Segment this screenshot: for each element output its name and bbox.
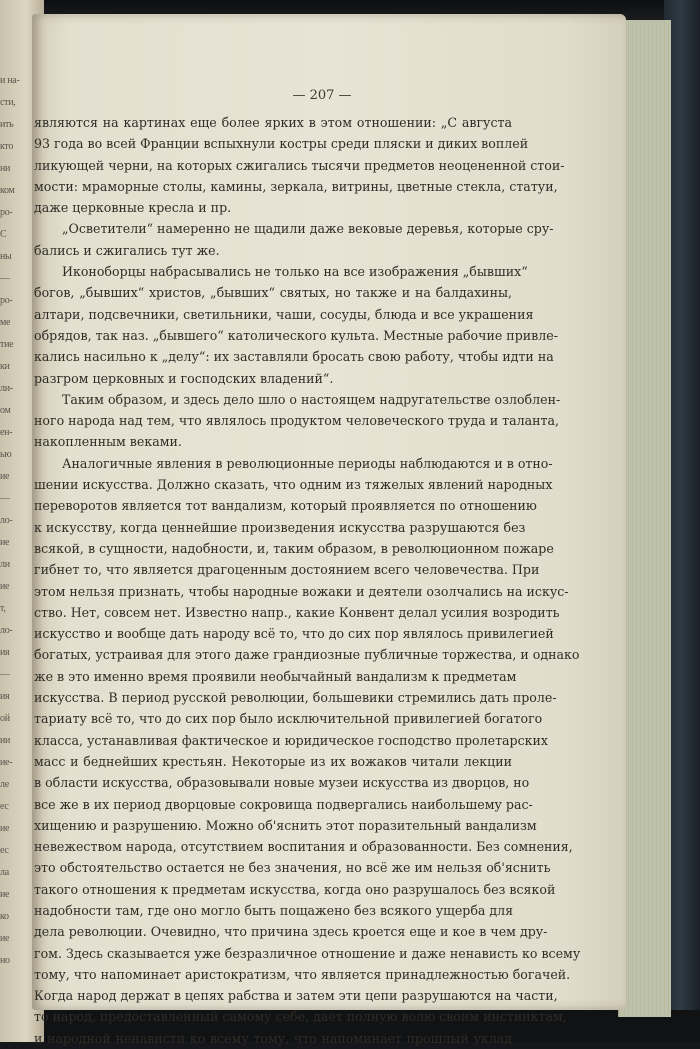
facing-page-fragment: ле bbox=[0, 779, 9, 790]
text-line: это обстоятельство остается не без значения, но всё же им нельзя об'яснить bbox=[34, 860, 551, 876]
text-line: искусства. В период русской революции, большевики стремились дать проле- bbox=[34, 690, 557, 706]
facing-page-fragment: ло- bbox=[0, 625, 13, 636]
facing-page-fragment: — bbox=[0, 669, 10, 680]
text-line: „Осветители“ намеренно не щадили даже вековые деревья, которые сру- bbox=[62, 221, 554, 237]
facing-page-fragment: ом bbox=[0, 405, 11, 416]
text-line: хищению и разрушению. Можно об'яснить этот поразительный вандализм bbox=[34, 817, 537, 833]
facing-page-fragment: кто bbox=[0, 141, 14, 152]
facing-page-fragment: ия bbox=[0, 691, 10, 702]
text-line: ного народа над тем, что являлось продуктом человеческого труда и таланта, bbox=[34, 413, 559, 429]
facing-page-fragment: ме bbox=[0, 317, 11, 328]
text-line: то народ, предоставленный самому себе, дает полную волю своим инстинктам, bbox=[34, 1009, 567, 1025]
text-line: в области искусства, образовывали новые музеи искусства из дворцов, но bbox=[34, 775, 530, 791]
facing-page-fragment: ие bbox=[0, 471, 10, 482]
text-line: к искусству, когда ценнейшие произведения искусства разрушаются без bbox=[34, 519, 526, 535]
text-line: надобности там, где оно могло быть пощажено без всякого ущерба для bbox=[34, 902, 514, 918]
text-line: искусство и вообще дать народу всё то, что до сих пор являлось привилегией bbox=[34, 626, 554, 642]
text-line: 93 года во всей Франции вспыхнули костры среди пляски и диких воплей bbox=[34, 136, 529, 152]
text-line: невежеством народа, отсутствием воспитания и образованности. Без сомнения, bbox=[34, 839, 573, 855]
text-line: гом. Здесь сказывается уже безразличное отношение и даже ненависть ко всему bbox=[34, 945, 581, 961]
facing-page-fragment: ли- bbox=[0, 383, 13, 394]
facing-page-fragment: ком bbox=[0, 185, 15, 196]
text-line: Аналогичные явления в революционные периоды наблюдаются и в отно- bbox=[62, 455, 553, 471]
facing-page-fragment: ить bbox=[0, 119, 14, 130]
facing-page-fragment: т, bbox=[0, 603, 6, 614]
text-line: разгром церковных и господских владений“. bbox=[34, 370, 334, 386]
facing-page-fragment: ие bbox=[0, 823, 10, 834]
text-line: же в это именно время проявили необычайный вандализм к предметам bbox=[34, 668, 517, 684]
facing-page-fragment: ие bbox=[0, 581, 10, 592]
facing-page-fragment: ие bbox=[0, 537, 10, 548]
facing-page-fragment: ки bbox=[0, 361, 10, 372]
text-line: тариату всё то, что до сих пор было исключительной привилегией богатого bbox=[34, 711, 543, 727]
facing-page-fragment: ие- bbox=[0, 757, 13, 768]
text-line: и народной ненависти ко всему тому, что напоминает прошлый уклад bbox=[34, 1030, 512, 1046]
facing-page-fragment: ло- bbox=[0, 515, 13, 526]
text-line: ликующей черни, на которых сжигались тысячи предметов неоцененной стои- bbox=[34, 157, 565, 173]
text-line: богов, „бывших“ христов, „бывших“ святых, но также и на балдахины, bbox=[34, 285, 512, 301]
text-line: масс и беднейших крестьян. Некоторые из их вожаков читали лекции bbox=[34, 753, 512, 769]
facing-page-fragment: — bbox=[0, 273, 10, 284]
text-line: ство. Нет, совсем нет. Известно напр., какие Конвент делал усилия возродить bbox=[34, 604, 560, 620]
text-line: гибнет то, что является драгоценным достоянием всего человечества. При bbox=[34, 562, 540, 578]
book-page bbox=[32, 14, 626, 1046]
text-line: такого отношения к предметам искусства, когда оно разрушалось без всякой bbox=[34, 881, 556, 897]
facing-page-fragment: ес bbox=[0, 845, 9, 856]
facing-page-fragment: ны bbox=[0, 251, 12, 262]
page-number: — 207 — bbox=[292, 88, 352, 103]
facing-page-fragment: ие bbox=[0, 933, 10, 944]
facing-page-fragment: и на- bbox=[0, 75, 20, 86]
facing-page-fragment: ро- bbox=[0, 207, 13, 218]
text-line: богатых, устраивая для этого даже грандиозные публичные торжества, и однако bbox=[34, 647, 580, 663]
text-line: Таким образом, и здесь дело шло о настоящем надругательстве озлоблен- bbox=[62, 391, 561, 407]
facing-page-fragment: ко bbox=[0, 911, 9, 922]
facing-page-fragment: ии bbox=[0, 735, 11, 746]
facing-page-fragment: ия bbox=[0, 647, 10, 658]
facing-page-fragment: тие bbox=[0, 339, 14, 350]
text-line: являются на картинах еще более ярких в этом отношении: „С августа bbox=[34, 115, 512, 130]
text-line: Иконоборцы набрасывались не только на все изображения „бывших“ bbox=[62, 264, 528, 280]
facing-page-fragment: сти, bbox=[0, 97, 16, 108]
text-line: алтари, подсвечники, светильники, чаши, сосуды, блюда и все украшения bbox=[34, 306, 534, 322]
facing-page-fragment: ли bbox=[0, 559, 10, 570]
facing-page-fragment: ой bbox=[0, 713, 10, 724]
facing-page-fragment: ла bbox=[0, 867, 9, 878]
facing-page-fragment: ен- bbox=[0, 427, 13, 438]
facing-page-fragment: — bbox=[0, 493, 10, 504]
facing-page-fragment: ни bbox=[0, 163, 11, 174]
text-line: Когда народ держат в цепях рабства и затем эти цепи разрушаются на части, bbox=[34, 988, 558, 1004]
text-line: дела революции. Очевидно, что причина здесь кроется еще и кое в чем дру- bbox=[34, 924, 548, 940]
facing-page-fragment: ес bbox=[0, 801, 9, 812]
facing-page-fragment: ие bbox=[0, 889, 10, 900]
facing-page-fragment: но bbox=[0, 955, 10, 966]
text-line: класса, устанавливая фактическое и юридическое господство пролетарских bbox=[34, 732, 549, 748]
text-line: все же в их период дворцовые сокровища подвергались наибольшему рас- bbox=[34, 796, 533, 812]
text-line: переворотов является тот вандализм, который проявляется по отношению bbox=[34, 498, 537, 514]
facing-page-fragment: С bbox=[0, 229, 7, 240]
text-line: всякой, в сущности, надобности, и, таким образом, в революционном пожаре bbox=[34, 540, 554, 556]
page-body-text bbox=[34, 112, 581, 1049]
text-line: кались насильно к „делу“: их заставляли бросать свою работу, чтобы идти на bbox=[34, 349, 554, 365]
text-line: этом нельзя признать, чтобы народные вожаки и деятели озолчались на искус- bbox=[34, 583, 569, 599]
text-line: бались и сжигались тут же. bbox=[34, 242, 220, 258]
text-line: обрядов, так наз. „бывшего“ католического культа. Местные рабочие привле- bbox=[34, 327, 558, 343]
facing-page-fragment: ро- bbox=[0, 295, 13, 306]
text-line: даже церковные кресла и пр. bbox=[34, 200, 232, 216]
text-line: тому, что напоминает аристократизм, что является принадлежностью богачей. bbox=[34, 966, 571, 982]
text-line: мости: мраморные столы, камины, зеркала, витрины, цветные стекла, статуи, bbox=[34, 178, 558, 194]
text-line: шении искусства. Должно сказать, что одним из тяжелых явлений народных bbox=[34, 477, 553, 493]
text-line: накопленным веками. bbox=[34, 434, 182, 450]
facing-page-fragment: ью bbox=[0, 449, 12, 460]
